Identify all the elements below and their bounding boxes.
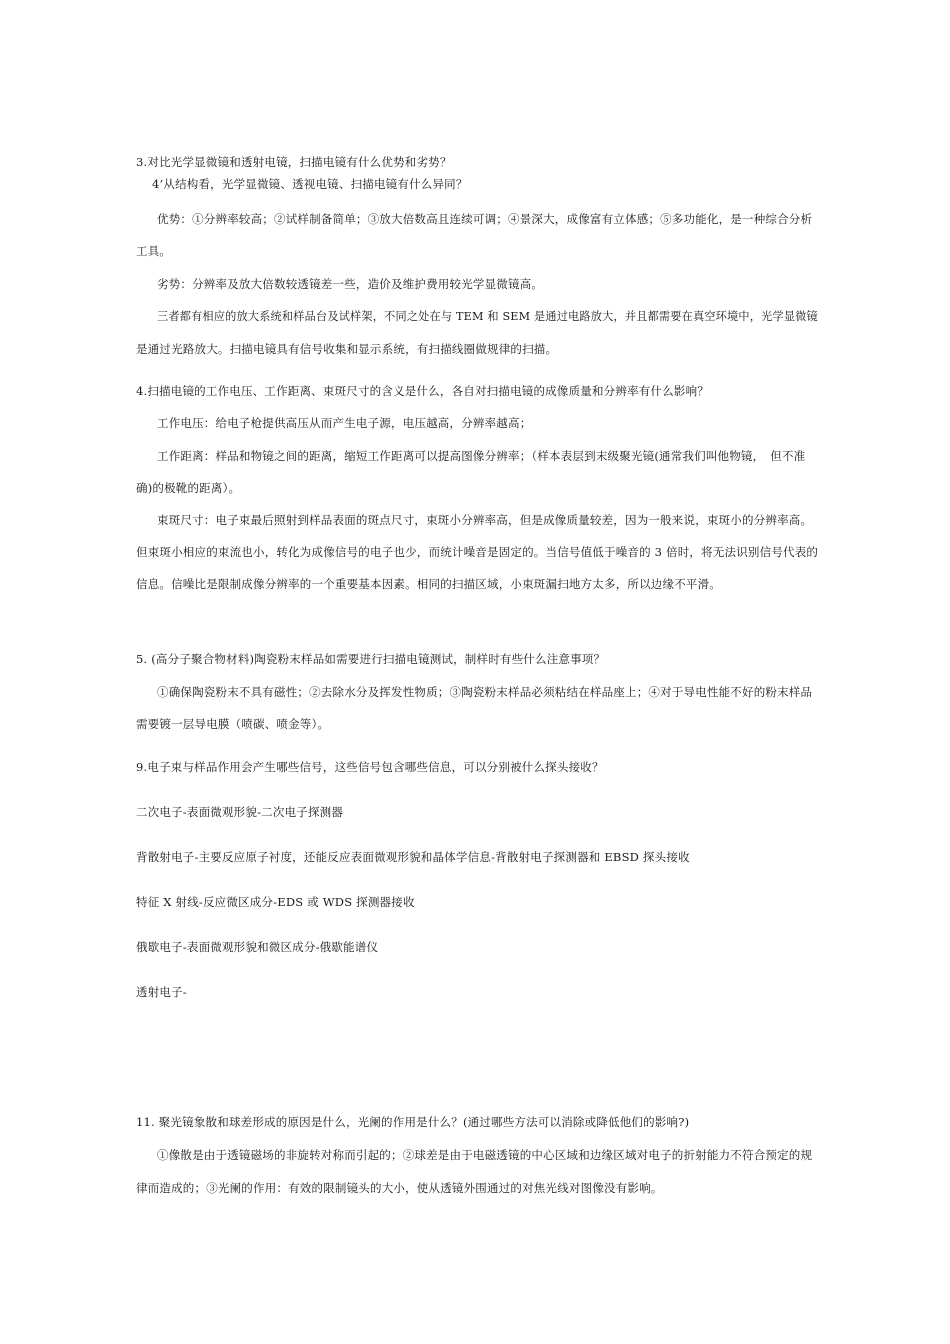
q9-title: 9.电子束与样品作用会产生哪些信号，这些信号包含哪些信息，可以分别被什么探头接收？: [136, 760, 604, 774]
q11-answer-line1: ①像散是由于透镜磁场的非旋转对称而引起的；②球差是由于电磁透镜的中心区域和边缘区域对电子的折射能力不符合预定的规: [157, 1148, 813, 1162]
q3-title: 3.对比光学显微镜和透射电镜，扫描电镜有什么优势和劣势？: [136, 155, 452, 169]
q4-working-distance-line2: 确)的极靴的距离）。: [136, 481, 241, 495]
q3-comparison-line1: 三者都有相应的放大系统和样品台及试样架，不同之处在与 TEM 和 SEM 是通过电路放大，并且都需要在真空环境中，光学显微镜: [157, 309, 818, 323]
q4-working-voltage: 工作电压：给电子枪提供高压从而产生电子源，电压越高，分辨率越高；: [157, 416, 532, 430]
q4-spot-size-line2: 但束斑小相应的束流也小，转化为成像信号的电子也少，而统计噪音是固定的。当信号值低于噪音的 3 倍时，将无法识别信号代表的: [136, 545, 819, 559]
q3-advantages-line1: 优势：①分辨率较高；②试样制备简单；③放大倍数高且连续可调；④景深大，成像富有立体感；⑤多功能化，是一种综合分析: [157, 212, 813, 226]
q9-signal-item: 二次电子-表面微观形貌-二次电子探测器: [136, 805, 344, 819]
q4-spot-size-line1: 束斑尺寸：电子束最后照射到样品表面的斑点尺寸，束斑小分辨率高，但是成像质量较差，因为一般来说，束斑小的分辨率高。: [157, 513, 813, 527]
q3-subtitle: 4’从结构看，光学显微镜、透视电镜、扫描电镜有什么异同？: [152, 177, 468, 191]
q3-advantages-line2: 工具。: [136, 244, 172, 258]
q5-answer-line1: ①确保陶瓷粉末不具有磁性；②去除水分及挥发性物质；③陶瓷粉末样品必须粘结在样品座上；④对于导电性能不好的粉末样品: [157, 685, 813, 699]
q9-signal-item: 俄歇电子-表面微观形貌和微区成分-俄歇能谱仪: [136, 940, 379, 954]
q3-disadvantages: 劣势：分辨率及放大倍数较透镜差一些，造价及维护费用较光学显微镜高。: [157, 277, 544, 291]
q9-signal-item: 背散射电子-主要反应原子衬度，还能反应表面微观形貌和晶体学信息-背散射电子探测器和 EBSD 探头接收: [136, 850, 690, 864]
q9-signal-item: 特征 X 射线-反应微区成分-EDS 或 WDS 探测器接收: [136, 895, 415, 909]
q11-title: 11. 聚光镜象散和球差形成的原因是什么，光阑的作用是什么？(通过哪些方法可以消除或降低他们的影响?): [136, 1115, 690, 1129]
q4-title: 4.扫描电镜的工作电压、工作距离、束斑尺寸的含义是什么，各自对扫描电镜的成像质量和分辨率有什么影响？: [136, 384, 709, 398]
q3-comparison-line2: 是通过光路放大。扫描电镜具有信号收集和显示系统，有扫描线圈做规律的扫描。: [136, 342, 558, 356]
q5-title: 5. (高分子聚合物材料)陶瓷粉末样品如需要进行扫描电镜测试，制样时有些什么注意事项？: [136, 652, 606, 666]
q5-answer-line2: 需要镀一层导电膜（喷碳、喷金等）。: [136, 717, 330, 731]
q4-working-distance-line1: 工作距离：样品和物镜之间的距离，缩短工作距离可以提高图像分辨率；（样本表层到末级聚光镜(通常我们叫他物镜， 但不准: [157, 449, 806, 463]
q11-answer-line2: 律而造成的；③光阑的作用：有效的限制镜头的大小，使从透镜外围通过的对焦光线对图像没有影响。: [136, 1181, 663, 1195]
q4-spot-size-line3: 信息。信噪比是限制成像分辨率的一个重要基本因素。相同的扫描区域，小束斑漏扫地方太多，所以边缘不平滑。: [136, 577, 721, 591]
q9-signal-item: 透射电子-: [136, 985, 187, 999]
